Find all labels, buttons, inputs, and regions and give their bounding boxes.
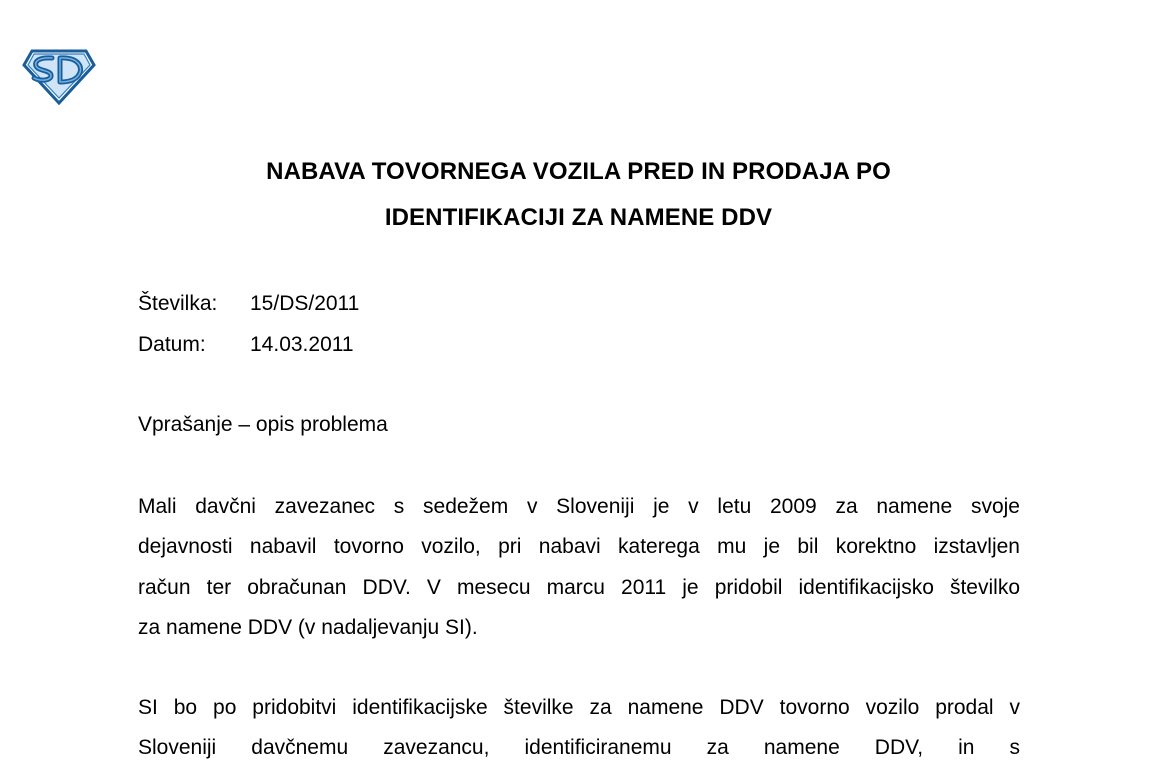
number-value: 15/DS/2011 (250, 292, 360, 315)
document-title-line-2: IDENTIFIKACIJI ZA NAMENE DDV (384, 204, 773, 231)
paragraph-line: Mali davčni zavezanec s sedežem v Sloveniji je v letu 2009 za namene svoje (138, 495, 1020, 518)
paragraph-line: Sloveniji davčnemu zavezancu, identificiranemu za namene DDV, in s (138, 736, 1020, 760)
document-title-line-1: NABAVA TOVORNEGA VOZILA PRED IN PRODAJA PO (266, 158, 891, 185)
paragraph-2 (138, 688, 1020, 769)
date-row (138, 333, 354, 357)
paragraph-1 (138, 487, 1020, 648)
paragraph-line: račun ter obračunan DDV. V mesecu marcu 2011 je pridobil identifikacijsko številko (138, 575, 1020, 599)
paragraph-line: dejavnosti nabavil tovorno vozilo, pri nabavi katerega mu je bil korektno izstavljen (138, 535, 1020, 559)
question-heading: Vprašanje – opis problema (138, 413, 388, 436)
date-label: Datum: (138, 333, 206, 356)
number-label: Številka: (138, 292, 218, 315)
sd-logo-icon (22, 47, 96, 105)
paragraph-line: SI bo po pridobitvi identifikacijske številke za namene DDV tovorno vozilo prodal v (138, 696, 1020, 719)
number-row (138, 292, 359, 316)
paragraph-line: za namene DDV (v nadaljevanju SI). (138, 615, 478, 639)
date-value: 14.03.2011 (250, 333, 354, 356)
